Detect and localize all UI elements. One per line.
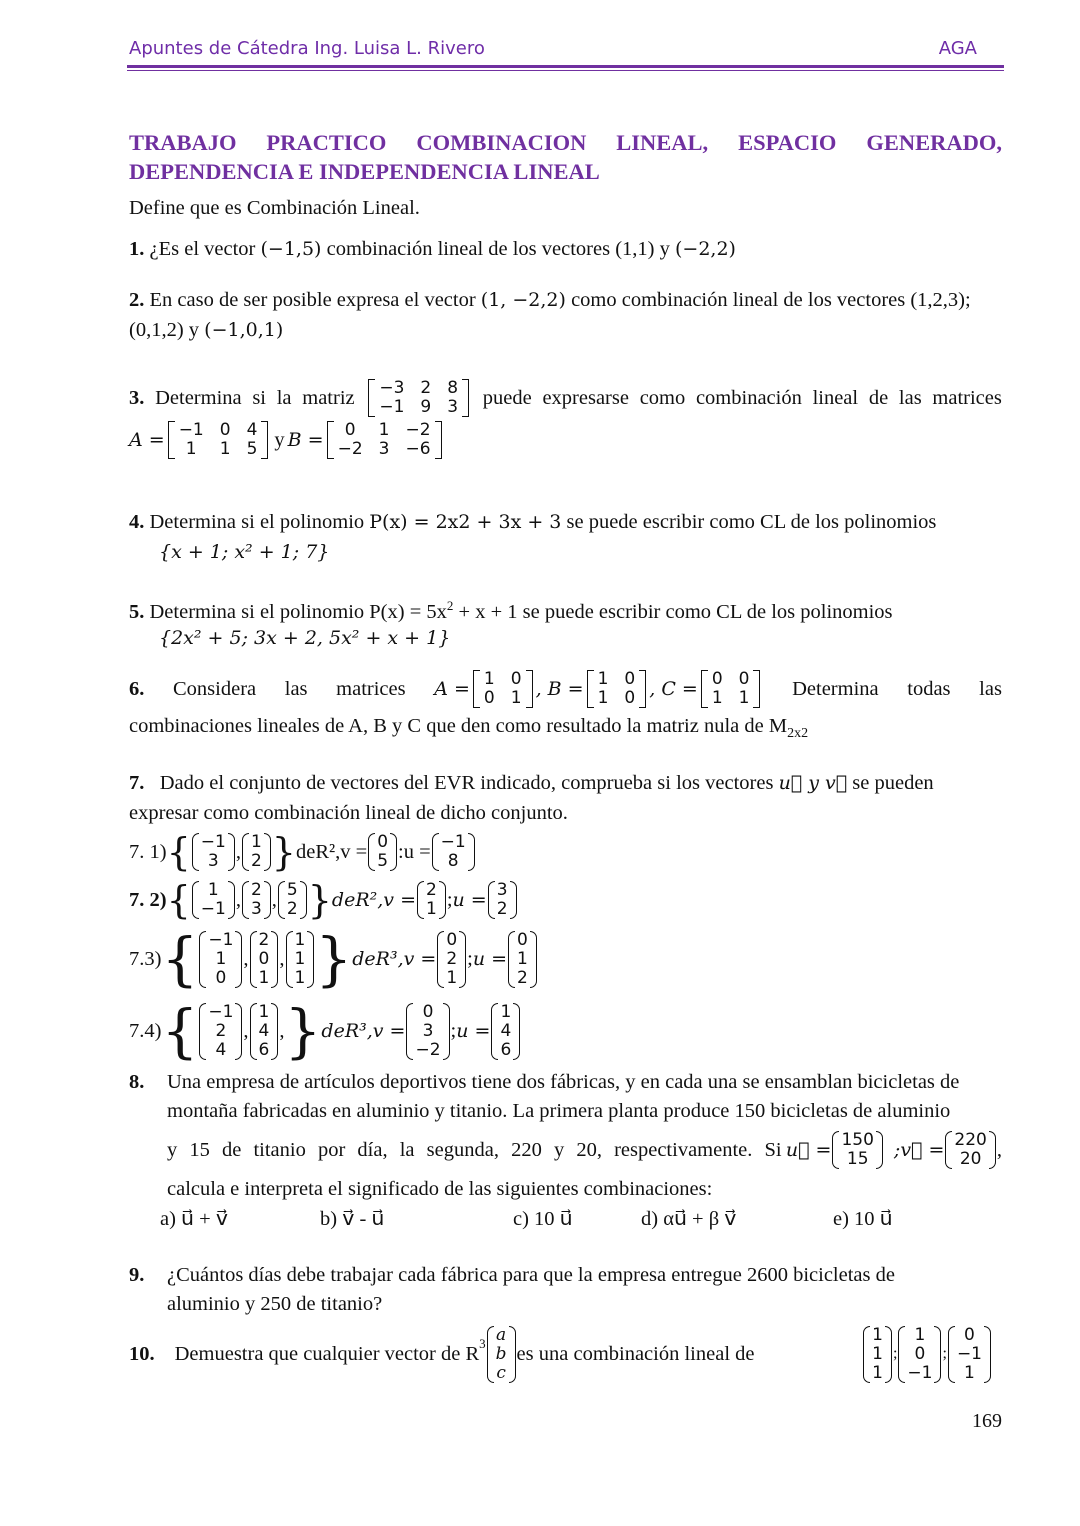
matrix-cell: 1: [378, 420, 390, 440]
title-word: COMBINACION: [416, 130, 587, 155]
vector-entry: 1: [207, 880, 219, 900]
vector-entry: 150: [841, 1130, 874, 1150]
page-title: [129, 128, 1002, 186]
vector-entry: 2: [446, 948, 458, 969]
column-vector: [368, 833, 397, 871]
title-line-1: [129, 128, 1002, 157]
q7-text2: se pueden: [847, 772, 934, 794]
vector-entry: 1: [258, 967, 270, 988]
q6-c-label: , C =: [649, 678, 698, 700]
vector-entry: 2: [215, 1020, 227, 1041]
q6-word: las: [284, 677, 308, 700]
vector-entry: 1: [294, 967, 306, 988]
vector-entry: 2: [496, 899, 508, 919]
q7-item-label: 7. 1): [129, 840, 167, 863]
column-vector: [437, 931, 466, 988]
matrix-cell: 0: [344, 420, 356, 440]
q6-word: Considera: [173, 677, 257, 700]
q5-text2: + x + 1 se puede escribir como CL de los polinomios: [453, 600, 893, 623]
column-vector: [898, 1326, 941, 1383]
question-4: [129, 511, 936, 534]
q8-item-e: e) 10 u⃗: [833, 1208, 893, 1230]
q6-b-label: , B =: [535, 678, 584, 700]
column-vector: [250, 931, 279, 988]
q8-line3: y 15 de titanio por día, la segunda, 220 y 20, respectivamente. Si u⃗ = 150 15 ;v⃗ = 220 20 ,: [167, 1130, 1002, 1169]
question-3-line2: [129, 421, 445, 459]
column-vector: [192, 833, 235, 871]
q10-text2: es una combinación lineal de: [516, 1342, 755, 1365]
q6-word: Determina: [792, 677, 879, 700]
vector-entry: 3: [207, 851, 219, 871]
q3-word: de: [868, 386, 889, 409]
q6-line2: combinaciones lineales de A, B y C que den como resultado la matriz nula de M: [129, 715, 788, 737]
title-word: PRACTICO: [266, 130, 387, 155]
vector-entry: 2: [517, 967, 528, 988]
q2-vector: (1, −2,2): [480, 289, 566, 311]
matrix-cell: 3: [378, 439, 390, 459]
q7-separator: :: [398, 840, 404, 863]
q4-text1: Determina si el polinomio: [149, 511, 370, 533]
column-vector: [286, 931, 315, 988]
q8-v-label: ;v⃗ =: [893, 1139, 945, 1161]
matrix-cell: 1: [738, 688, 750, 708]
q7-separator: ;: [446, 888, 453, 911]
vector-entry: c: [496, 1362, 506, 1383]
vector-entry: 1: [964, 1362, 975, 1383]
q8-line3-text: y 15 de titanio por día, la segunda, 220 y 20, respectivamente. Si: [167, 1138, 782, 1161]
question-3: [129, 374, 1002, 422]
q2-line2b: (−1,0,1): [204, 319, 284, 341]
matrix-cell: −1: [178, 420, 204, 440]
vector-entry: 0: [446, 929, 458, 950]
q3-word: combinación: [695, 386, 802, 409]
q6-word: matrices: [336, 677, 406, 700]
q3-word: puede: [482, 386, 532, 409]
q1-number: 1.: [129, 238, 145, 260]
vector-entry: 0: [258, 948, 270, 969]
q6-word: las: [979, 677, 1002, 700]
vector-entry: 20: [959, 1149, 982, 1169]
matrix-cell: 1: [510, 688, 522, 708]
matrix-cell: −3: [379, 378, 405, 398]
matrix-cell: 2: [420, 378, 432, 398]
column-vector: [242, 881, 271, 919]
vector-entry: 0: [422, 1001, 434, 1022]
q5-set: [159, 627, 450, 650]
header-right: AGA: [938, 38, 977, 59]
vector-entry: 1: [294, 948, 306, 969]
q7-item-label: 7.3): [129, 947, 162, 970]
q7-vectors: u⃗ y v⃗: [778, 772, 848, 794]
title-word: TRABAJO: [129, 130, 237, 155]
vector-entry: 0: [914, 1343, 926, 1364]
matrix-cell: −1: [379, 397, 405, 417]
q8-line4: calcula e interpreta el significado de las siguientes combinaciones:: [167, 1178, 713, 1200]
q3-word: expresarse: [542, 386, 629, 409]
title-word: LINEAL,: [616, 130, 709, 155]
q6-matrix-b: [587, 670, 647, 708]
q3-word: como: [639, 386, 686, 409]
vector-entry: 5: [286, 880, 298, 900]
vector-entry: 220: [954, 1130, 987, 1150]
q8-line1: Una empresa de artículos deportivos tiene dos fábricas, y en cada una se ensamblan bicicletas de: [167, 1071, 960, 1093]
matrix-cell: 4: [246, 420, 258, 440]
vector-entry: 1: [446, 967, 458, 988]
vector-entry: 1: [500, 1001, 512, 1022]
vector-entry: 2: [286, 899, 298, 919]
q5-set-text: {2x² + 5; 3x + 2, 5x² + x + 1}: [159, 627, 451, 649]
q3-and: y: [274, 428, 285, 451]
vector-entry: −1: [208, 1001, 234, 1022]
q6-number: 6.: [129, 677, 145, 700]
q9-number: [129, 1264, 144, 1287]
q3-word: Determina: [155, 386, 242, 409]
header-rule-thin: [127, 70, 1004, 71]
title-word: ESPACIO: [738, 130, 837, 155]
column-vector: [406, 1003, 449, 1060]
q6-word: todas: [907, 677, 951, 700]
matrix-cell: 0: [624, 688, 636, 708]
q4-set-text: {x + 1; x² + 1; 7}: [159, 541, 330, 563]
q10-vectors: [862, 1320, 992, 1388]
q3-word: las: [898, 386, 922, 409]
column-vector: [948, 1326, 991, 1383]
q7-item: 7. 2) { 1 −1 , 2 3 , 5 2 } deR², v = 2 1 ; u = 3 2: [129, 879, 518, 921]
q7-number: 7.: [129, 772, 145, 794]
q6-matrix-c: [701, 670, 761, 708]
column-vector: [432, 833, 475, 871]
vector-entry: 1: [426, 899, 437, 919]
q5-number: 5.: [129, 600, 145, 623]
matrix-cell: 0: [711, 669, 723, 689]
vector-entry: 1: [517, 948, 528, 969]
q8-v-vector: [945, 1131, 995, 1169]
q2-text2: como combinación lineal de los vectores (1,2,3);: [565, 289, 971, 311]
vector-entry: 4: [258, 1020, 270, 1041]
q6-a-label: A =: [434, 678, 470, 700]
vector-entry: 1: [872, 1324, 883, 1345]
q4-text2: se puede escribir como CL de los polinomios: [561, 511, 937, 533]
q9-line2: aluminio y 250 de titanio?: [167, 1293, 383, 1315]
column-vector: [417, 881, 446, 919]
column-vector: [192, 881, 235, 919]
matrix-cell: 1: [711, 688, 723, 708]
vector-entry: 4: [215, 1039, 227, 1060]
question-2: [129, 289, 971, 312]
q3-matrix-b: [327, 421, 442, 459]
q1-vector1: (−1,5): [260, 238, 322, 260]
q3-a-label: A =: [129, 429, 165, 451]
q3-matrix: [368, 379, 469, 417]
q3-number: 3.: [129, 386, 145, 409]
vector-entry: 0: [964, 1324, 975, 1345]
matrix-cell: 1: [483, 669, 495, 689]
q1-text2: combinación lineal de los vectores (1,1) y: [321, 238, 675, 260]
q3-word: la: [276, 386, 292, 409]
q7-text1: Dado el conjunto de vectores del EVR indicado, comprueba si los vectores: [159, 772, 779, 794]
q8-number-text: 8.: [129, 1071, 145, 1093]
vector-entry: a: [496, 1324, 507, 1345]
vector-entry: b: [495, 1343, 507, 1364]
column-vector: [488, 881, 517, 919]
q4-set: [159, 541, 329, 564]
matrix-cell: 0: [624, 669, 636, 689]
q10-separator: ;: [892, 1345, 898, 1362]
q7-item-label: 7.4): [129, 1019, 162, 1042]
q8-item-d: d) αu⃗ + β v⃗: [641, 1208, 737, 1230]
matrix-cell: −6: [405, 439, 431, 459]
vector-entry: 3: [250, 899, 262, 919]
q8-number: [129, 1071, 144, 1094]
vector-entry: 6: [500, 1039, 512, 1060]
column-vector: [863, 1326, 892, 1383]
matrix-cell: 8: [447, 378, 459, 398]
column-vector: [508, 931, 537, 988]
vector-entry: 2: [250, 880, 262, 900]
q9-number-text: 9.: [129, 1264, 145, 1286]
title-line-2: DEPENDENCIA E INDEPENDENCIA LINEAL: [129, 159, 600, 184]
vector-entry: −1: [907, 1362, 933, 1383]
q2-text1: En caso de ser posible expresa el vector: [149, 289, 481, 311]
matrix-cell: 1: [185, 439, 197, 459]
title-word: GENERADO,: [866, 130, 1002, 155]
q8-u-vector: [832, 1131, 882, 1169]
q8-item-b: b) v⃗ - u⃗: [320, 1208, 385, 1230]
vector-entry: 3: [496, 880, 508, 900]
column-vector: [250, 1003, 279, 1060]
vector-entry: 1: [914, 1324, 926, 1345]
vector-entry: −1: [200, 832, 226, 852]
matrix-cell: 5: [246, 439, 258, 459]
vector-entry: 1: [258, 1001, 270, 1022]
q3-word: si: [252, 386, 267, 409]
column-vector: [242, 833, 271, 871]
q3-matrix-a: [168, 421, 269, 459]
vector-entry: −1: [200, 899, 226, 919]
q8-item-c: c) 10 u⃗: [513, 1208, 573, 1230]
matrix-cell: 1: [597, 669, 609, 689]
column-vector: [491, 1003, 520, 1060]
q7-separator: ;: [467, 947, 473, 970]
matrix-cell: 0: [483, 688, 495, 708]
question-5: [129, 598, 893, 624]
q4-number: 4.: [129, 511, 145, 533]
vector-entry: 1: [215, 948, 227, 969]
q10-separator: ;: [942, 1345, 947, 1362]
q7-space: deR³,: [352, 948, 404, 970]
vector-entry: 5: [377, 851, 389, 871]
column-vector: [278, 881, 307, 919]
q7-space: deR³,: [321, 1020, 373, 1042]
vector-entry: 3: [422, 1020, 434, 1041]
column-vector: [199, 1003, 242, 1060]
matrix-cell: −2: [337, 439, 363, 459]
q3-word: lineal: [812, 386, 859, 409]
q6-sub: 2x2: [787, 726, 809, 742]
matrix-cell: −2: [405, 420, 431, 440]
vector-entry: −2: [415, 1039, 441, 1060]
column-vector: [199, 931, 242, 988]
q9-line1: ¿Cuántos días debe trabajar cada fábrica para que la empresa entregue 2600 bicicletas de: [167, 1264, 895, 1286]
q1-text1: ¿Es el vector: [149, 238, 261, 260]
vector-entry: −1: [440, 832, 466, 852]
q3-b-label: B =: [287, 429, 324, 451]
q1-vector2: (−2,2): [674, 238, 736, 260]
vector-entry: 2: [426, 880, 437, 900]
matrix-cell: 0: [738, 669, 750, 689]
q6-matrix-a: [473, 670, 533, 708]
header-left: Apuntes de Cátedra Ing. Luisa L. Rivero: [129, 38, 485, 59]
q10-text1: Demuestra que cualquier vector de R: [174, 1342, 480, 1365]
vector-entry: 6: [258, 1039, 270, 1060]
vector-entry: 1: [294, 929, 306, 950]
q7-space: deR²,: [295, 840, 341, 863]
header-rule: [127, 65, 1004, 68]
vector-entry: −1: [956, 1343, 982, 1364]
q3-word: matrices: [932, 386, 1002, 409]
vector-entry: 1: [872, 1362, 883, 1383]
question-7-line2: expresar como combinación lineal de dicho conjunto.: [129, 802, 568, 824]
question-10: [129, 1320, 755, 1388]
q3-word: matriz: [302, 386, 355, 409]
q4-expression: P(x) = 2x2 + 3x + 3: [369, 511, 562, 533]
matrix-cell: 0: [510, 669, 522, 689]
matrix-cell: 1: [597, 688, 609, 708]
matrix-cell: 9: [420, 397, 432, 417]
q7-item: 7.3) { −1 1 0 , 2 0 1 , 1 1 1 } deR³, v = 0 2 1 ; u = 0 1 2: [129, 928, 538, 990]
q10-number: 10.: [129, 1342, 155, 1365]
intro-text: Define que es Combinación Lineal.: [129, 197, 420, 219]
q7-space: deR²,: [331, 889, 384, 911]
q10-abc-vector: [487, 1326, 516, 1383]
q8-u-label: u⃗ =: [785, 1139, 832, 1161]
q7-item-label: 7. 2): [129, 888, 167, 911]
question-7: [129, 772, 934, 795]
q2-line2a: (0,1,2) y: [129, 319, 205, 341]
q8-item-a: a) u⃗ + v⃗: [160, 1208, 228, 1230]
vector-entry: 1: [250, 832, 262, 852]
q5-text1: Determina si el polinomio P(x) = 5x: [149, 600, 447, 623]
question-6: [129, 666, 1002, 712]
vector-entry: 4: [500, 1020, 512, 1041]
page-number: 169: [972, 1410, 1002, 1432]
vector-entry: 8: [447, 851, 459, 871]
vector-entry: −1: [208, 929, 234, 950]
vector-entry: 15: [846, 1149, 869, 1169]
vector-entry: 1: [872, 1343, 883, 1364]
vector-entry: 2: [258, 929, 270, 950]
q7-item: 7. 1) { −1 3 , 1 2 } deR², v = 0 5 : u = −1 8: [129, 831, 476, 873]
matrix-cell: 1: [219, 439, 231, 459]
q2-number: 2.: [129, 289, 145, 311]
question-6-line2: [129, 715, 808, 742]
q8-line2: montaña fabricadas en aluminio y titanio. La primera planta produce 150 bicicletas de aluminio: [167, 1100, 951, 1122]
matrix-cell: 3: [447, 397, 459, 417]
vector-entry: 2: [250, 851, 262, 871]
question-2-line2: [129, 319, 283, 342]
q7-separator: ;: [450, 1019, 457, 1042]
matrix-cell: 0: [219, 420, 231, 440]
q5-sup: 2: [446, 598, 454, 613]
q10-sup: 3: [479, 1336, 486, 1351]
question-1: [129, 238, 736, 261]
vector-entry: 0: [377, 832, 389, 852]
vector-entry: 0: [517, 929, 528, 950]
q7-item: 7.4) { −1 2 4 , 1 4 6 , } deR³, v = 0 3 −2 ; u = 1 4 6: [129, 999, 521, 1063]
vector-entry: 0: [215, 967, 227, 988]
